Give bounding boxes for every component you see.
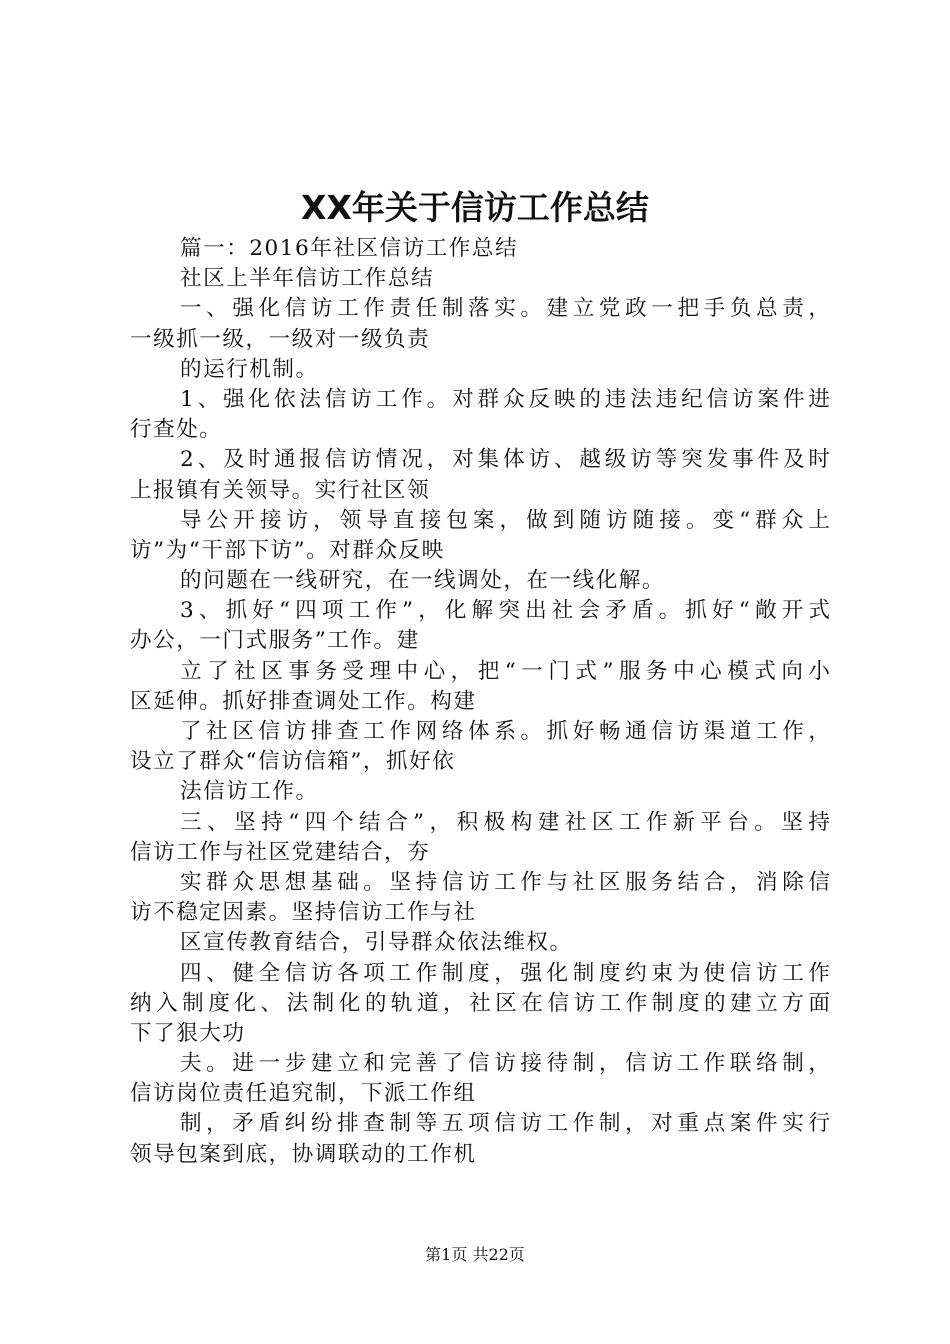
text-line: 1、强化依法信访工作。对群众反映的违法违纪信访案件进: [180, 386, 830, 412]
text-line: 2、及时通报信访情况，对集体访、越级访等突发事件及时: [180, 447, 830, 473]
text-line: 信访岗位责任追究制，下派工作组: [130, 1081, 477, 1107]
text-line: 行查处。: [130, 417, 223, 443]
text-line: 四、健全信访各项工作制度，强化制度约束为使信访工作: [180, 960, 830, 986]
text-line: 设立了群众“信访信箱”，抓好依: [130, 749, 456, 775]
text-line: 制，矛盾纠纷排查制等五项信访工作制，对重点案件实行: [180, 1111, 830, 1137]
document-body: [130, 234, 830, 1170]
text-line: 一级抓一级，一级对一级负责: [130, 326, 431, 352]
text-line: 实群众思想基础。坚持信访工作与社区服务结合，消除信: [180, 869, 830, 895]
text-line: 3、抓好“四项工作”，化解突出社会矛盾。抓好“敞开式: [180, 598, 830, 624]
text-line: 三、坚持“四个结合”，积极构建社区工作新平台。坚持: [180, 809, 830, 835]
document-title: XX年关于信访工作总结: [301, 188, 649, 227]
text-line: 了社区信访排查工作网络体系。抓好畅通信访渠道工作，: [180, 719, 830, 744]
text-line: 的问题在一线研究，在一线调处，在一线化解。: [180, 568, 665, 594]
text-line: 一、强化信访工作责任制落实。建立党政一把手负总责，: [180, 296, 830, 322]
page-footer: 第1页 共22页: [425, 1245, 525, 1264]
text-line: 信访工作与社区党建结合，夯: [130, 839, 431, 865]
text-line: 领导包案到底，协调联动的工作机: [130, 1141, 477, 1167]
text-line: 访不稳定因素。坚持信访工作与社: [130, 900, 477, 926]
text-line: 访”为“干部下访”。对群众反映: [130, 537, 445, 563]
text-line: 的运行机制。: [180, 356, 319, 382]
text-line: 区延伸。抓好排查调处工作。构建: [130, 688, 477, 714]
text-line: 下了狠大功: [130, 1020, 246, 1046]
text-line: 篇一：2016年社区信访工作总结: [180, 236, 519, 261]
text-line: 社区上半年信访工作总结: [180, 266, 435, 292]
text-line: 夫。进一步建立和完善了信访接待制，信访工作联络制，: [180, 1051, 830, 1077]
text-line: 导公开接访，领导直接包案，做到随访随接。变“群众上: [180, 507, 830, 533]
text-line: 法信访工作。: [180, 779, 319, 805]
text-line: 区宣传教育结合，引导群众依法维权。: [180, 930, 573, 956]
text-line: 纳入制度化、法制化的轨道，社区在信访工作制度的建立方面: [130, 990, 830, 1016]
text-line: 立了社区事务受理中心，把“一门式”服务中心模式向小: [180, 658, 830, 684]
text-line: 办公，一门式服务”工作。建: [130, 628, 420, 654]
text-line: 上报镇有关领导。实行社区领: [130, 477, 431, 503]
